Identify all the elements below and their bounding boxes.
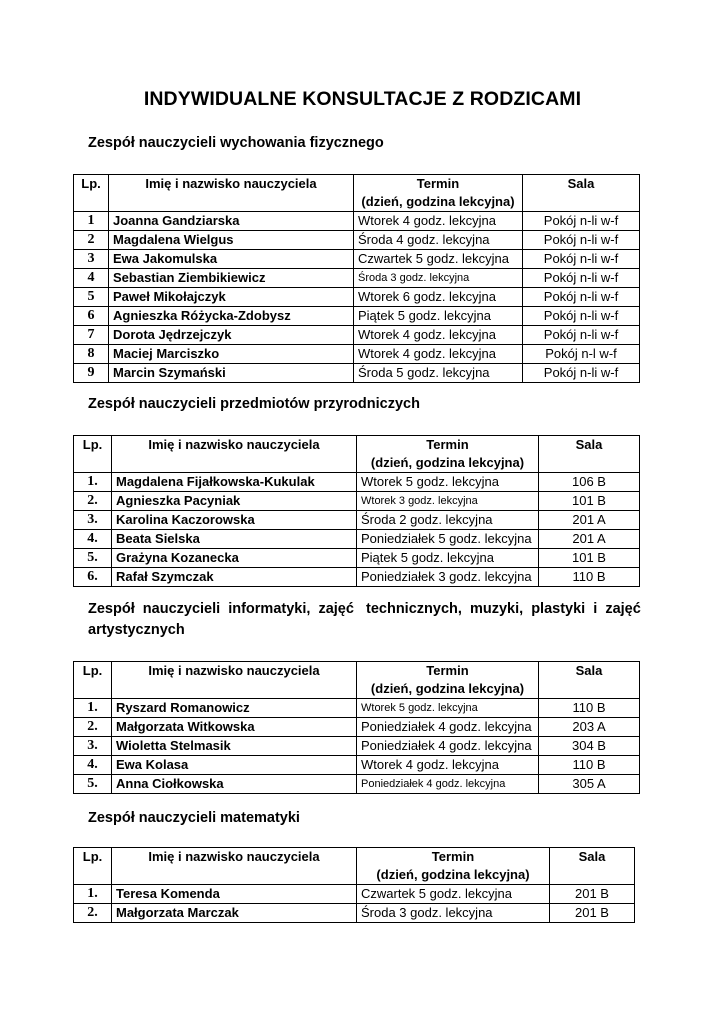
table-row (74, 473, 640, 492)
sala-value: Pokój n-li w-f (523, 326, 640, 345)
header-lp: Lp. (74, 848, 112, 885)
row-lp: 4 (74, 269, 109, 288)
termin-value: Środa 3 godz. lekcyjna (357, 904, 550, 923)
teacher-name: Małgorzata Marczak (112, 904, 357, 923)
table-row (74, 269, 640, 288)
teacher-name: Dorota Jędrzejczyk (109, 326, 354, 345)
table-row (74, 288, 640, 307)
teacher-name: Grażyna Kozanecka (112, 549, 357, 568)
row-lp: 9 (74, 364, 109, 383)
sala-value: Pokój n-li w-f (523, 212, 640, 231)
teacher-name: Sebastian Ziembikiewicz (109, 269, 354, 288)
sala-value: Pokój n-l w-f (523, 345, 640, 364)
row-lp: 4. (74, 756, 112, 775)
header-name: Imię i nazwisko nauczyciela (109, 175, 354, 212)
sala-value: Pokój n-li w-f (523, 364, 640, 383)
row-lp: 1. (74, 699, 112, 718)
header-name: Imię i nazwisko nauczyciela (112, 662, 357, 699)
sala-value: Pokój n-li w-f (523, 231, 640, 250)
page-title: INDYWIDUALNE KONSULTACJE Z RODZICAMI (143, 88, 582, 110)
table-row (74, 568, 640, 587)
termin-value: Środa 4 godz. lekcyjna (354, 231, 523, 250)
sala-value: 201 B (550, 904, 635, 923)
row-lp: 6 (74, 307, 109, 326)
row-lp: 6. (74, 568, 112, 587)
header-termin: Termin (dzień, godzina lekcyjna) (357, 436, 539, 473)
teacher-name: Beata Sielska (112, 530, 357, 549)
table-row (74, 250, 640, 269)
header-sala: Sala (523, 175, 640, 212)
row-lp: 8 (74, 345, 109, 364)
section-title-line: artystycznych (88, 622, 185, 638)
termin-value: Poniedziałek 3 godz. lekcyjna (357, 568, 539, 587)
section-title-line: Zespół nauczycieli informatyki, zajęć technicznych, muzyki, plastyki i zajęć (88, 601, 641, 617)
row-lp: 1. (74, 473, 112, 492)
row-lp: 3. (74, 737, 112, 756)
table-row (74, 326, 640, 345)
row-lp: 1. (74, 885, 112, 904)
teacher-name: Ewa Kolasa (112, 756, 357, 775)
termin-value: Wtorek 4 godz. lekcyjna (354, 326, 523, 345)
termin-value: Poniedziałek 4 godz. lekcyjna (357, 737, 539, 756)
sala-value: 110 B (539, 699, 640, 718)
header-lp: Lp. (74, 662, 112, 699)
table-science (73, 435, 640, 587)
header-termin: Termin (dzień, godzina lekcyjna) (357, 662, 539, 699)
teacher-name: Maciej Marciszko (109, 345, 354, 364)
header-name: Imię i nazwisko nauczyciela (112, 848, 357, 885)
table-row (74, 756, 640, 775)
sala-value: 101 B (539, 492, 640, 511)
table-row (74, 212, 640, 231)
sala-value: 201 B (550, 885, 635, 904)
sala-value: 304 B (539, 737, 640, 756)
sala-value: 305 A (539, 775, 640, 794)
table-row (74, 530, 640, 549)
teacher-name: Magdalena Fijałkowska-Kukulak (112, 473, 357, 492)
termin-value: Środa 5 godz. lekcyjna (354, 364, 523, 383)
termin-value: Czwartek 5 godz. lekcyjna (354, 250, 523, 269)
termin-value: Poniedziałek 4 godz. lekcyjna (357, 775, 539, 794)
sala-value: 110 B (539, 756, 640, 775)
header-sala: Sala (539, 662, 640, 699)
header-sala: Sala (550, 848, 635, 885)
table-row (74, 549, 640, 568)
row-lp: 2. (74, 904, 112, 923)
teacher-name: Wioletta Stelmasik (112, 737, 357, 756)
table-row (74, 364, 640, 383)
termin-value: Piątek 5 godz. lekcyjna (357, 549, 539, 568)
termin-value: Wtorek 4 godz. lekcyjna (354, 345, 523, 364)
table-row (74, 885, 635, 904)
teacher-name: Rafał Szymczak (112, 568, 357, 587)
sala-value: Pokój n-li w-f (523, 307, 640, 326)
teacher-name: Agnieszka Pacyniak (112, 492, 357, 511)
header-termin: Termin (dzień, godzina lekcyjna) (354, 175, 523, 212)
table-row (74, 307, 640, 326)
section-title-pe: Zespół nauczycieli wychowania fizycznego (88, 135, 384, 151)
table-row (74, 775, 640, 794)
row-lp: 5 (74, 288, 109, 307)
table-row (74, 511, 640, 530)
row-lp: 3 (74, 250, 109, 269)
termin-value: Czwartek 5 godz. lekcyjna (357, 885, 550, 904)
termin-value: Wtorek 5 godz. lekcyjna (357, 473, 539, 492)
sala-value: Pokój n-li w-f (523, 250, 640, 269)
header-lp: Lp. (74, 436, 112, 473)
section-title-science: Zespół nauczycieli przedmiotów przyrodniczych (88, 396, 420, 412)
sala-value: 203 A (539, 718, 640, 737)
teacher-name: Ewa Jakomulska (109, 250, 354, 269)
table-it-arts (73, 661, 640, 794)
teacher-name: Ryszard Romanowicz (112, 699, 357, 718)
sala-value: 110 B (539, 568, 640, 587)
sala-value: 101 B (539, 549, 640, 568)
sala-value: 201 A (539, 511, 640, 530)
termin-value: Poniedziałek 5 godz. lekcyjna (357, 530, 539, 549)
table-row (74, 718, 640, 737)
teacher-name: Małgorzata Witkowska (112, 718, 357, 737)
teacher-name: Karolina Kaczorowska (112, 511, 357, 530)
table-row (74, 904, 635, 923)
termin-value: Wtorek 6 godz. lekcyjna (354, 288, 523, 307)
table-row (74, 492, 640, 511)
termin-value: Wtorek 3 godz. lekcyjna (357, 492, 539, 511)
row-lp: 5. (74, 549, 112, 568)
row-lp: 1 (74, 212, 109, 231)
termin-value: Środa 3 godz. lekcyjna (354, 269, 523, 288)
section-title-it-arts (88, 599, 640, 641)
header-termin: Termin (dzień, godzina lekcyjna) (357, 848, 550, 885)
sala-value: Pokój n-li w-f (523, 269, 640, 288)
row-lp: 5. (74, 775, 112, 794)
row-lp: 3. (74, 511, 112, 530)
table-pe (73, 174, 640, 383)
row-lp: 2. (74, 492, 112, 511)
termin-value: Poniedziałek 4 godz. lekcyjna (357, 718, 539, 737)
table-row (74, 699, 640, 718)
table-math (73, 847, 635, 923)
row-lp: 7 (74, 326, 109, 345)
teacher-name: Magdalena Wielgus (109, 231, 354, 250)
teacher-name: Paweł Mikołajczyk (109, 288, 354, 307)
termin-value: Wtorek 4 godz. lekcyjna (357, 756, 539, 775)
teacher-name: Anna Ciołkowska (112, 775, 357, 794)
teacher-name: Agnieszka Różycka-Zdobysz (109, 307, 354, 326)
header-lp: Lp. (74, 175, 109, 212)
header-name: Imię i nazwisko nauczyciela (112, 436, 357, 473)
row-lp: 4. (74, 530, 112, 549)
teacher-name: Joanna Gandziarska (109, 212, 354, 231)
section-title-math: Zespół nauczycieli matematyki (88, 810, 300, 826)
row-lp: 2 (74, 231, 109, 250)
termin-value: Piątek 5 godz. lekcyjna (354, 307, 523, 326)
table-row (74, 345, 640, 364)
table-row (74, 737, 640, 756)
table-row (74, 231, 640, 250)
teacher-name: Teresa Komenda (112, 885, 357, 904)
sala-value: Pokój n-li w-f (523, 288, 640, 307)
sala-value: 201 A (539, 530, 640, 549)
sala-value: 106 B (539, 473, 640, 492)
termin-value: Środa 2 godz. lekcyjna (357, 511, 539, 530)
termin-value: Wtorek 4 godz. lekcyjna (354, 212, 523, 231)
teacher-name: Marcin Szymański (109, 364, 354, 383)
header-sala: Sala (539, 436, 640, 473)
row-lp: 2. (74, 718, 112, 737)
termin-value: Wtorek 5 godz. lekcyjna (357, 699, 539, 718)
